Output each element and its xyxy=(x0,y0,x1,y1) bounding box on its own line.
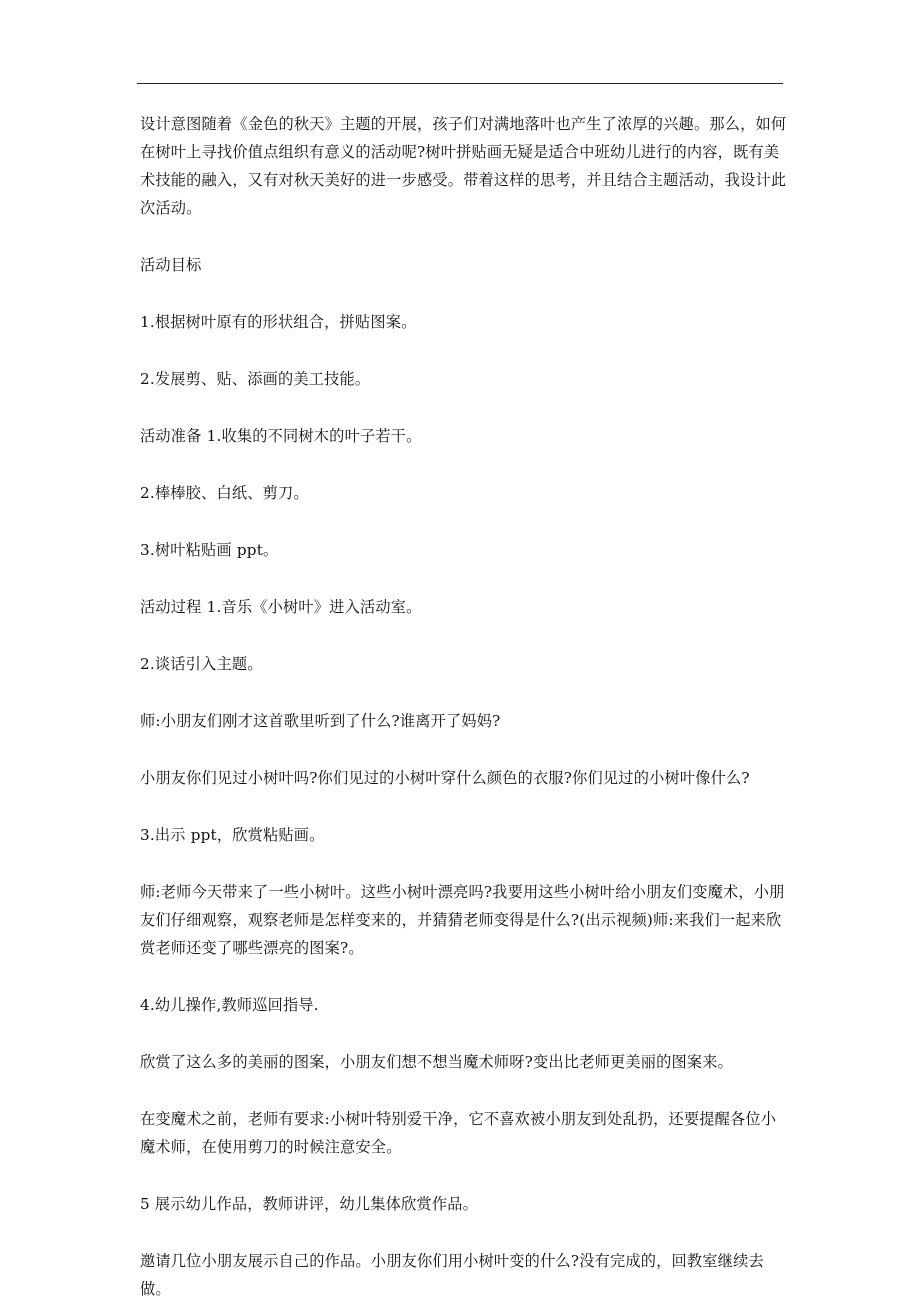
heading-activity-goals: 活动目标 xyxy=(140,256,202,274)
paragraph-process-3: 3.出示 ppt，欣赏粘贴画。 xyxy=(140,826,325,844)
paragraph-teacher-magic: 师:老师今天带来了一些小树叶。这些小树叶漂亮吗?我要用这些小树叶给小朋友们变魔术，小朋友们仔细观察，观察老师是怎样变来的，并猜猜老师变得是什么?(出示视频)师:来我们一起来欣赏老师还变了哪些漂亮的图案?。 xyxy=(140,883,785,957)
paragraph-process-4: 4.幼儿操作,教师巡回指导. xyxy=(140,996,319,1014)
paragraph-preparation-1: 活动准备 1.收集的不同树木的叶子若干。 xyxy=(140,427,422,445)
paragraph-appreciation: 欣赏了这么多的美丽的图案，小朋友们想不想当魔术师呀?变出比老师更美丽的图案来。 xyxy=(140,1053,734,1071)
document-body xyxy=(140,110,788,1303)
paragraph-preparation-2: 2.棒棒胶、白纸、剪刀。 xyxy=(140,484,309,502)
paragraph-process-5: 5 展示幼儿作品，教师讲评，幼儿集体欣赏作品。 xyxy=(140,1195,479,1213)
paragraph-design-intent: 设计意图随着《金色的秋天》主题的开展，孩子们对满地落叶也产生了浓厚的兴趣。那么，如何在树叶上寻找价值点组织有意义的活动呢?树叶拼贴画无疑是适合中班幼儿进行的内容，既有美术技能的融入，又有对秋天美好的进一步感受。带着这样的思考，并且结合主题活动，我设计此次活动。 xyxy=(140,115,787,217)
paragraph-children-question: 小朋友你们见过小树叶吗?你们见过的小树叶穿什么颜色的衣服?你们见过的小树叶像什么? xyxy=(140,769,750,787)
header-rule xyxy=(137,83,783,84)
paragraph-teacher-question: 师:小朋友们刚才这首歌里听到了什么?谁离开了妈妈? xyxy=(140,712,501,730)
paragraph-process-2: 2.谈话引入主题。 xyxy=(140,655,263,673)
paragraph-requirements: 在变魔术之前，老师有要求:小树叶特别爱干净，它不喜欢被小朋友到处乱扔，还要提醒各位小魔术师，在使用剪刀的时候注意安全。 xyxy=(140,1110,777,1156)
paragraph-preparation-3: 3.树叶粘贴画 ppt。 xyxy=(140,541,279,559)
paragraph-goal-2: 2.发展剪、贴、添画的美工技能。 xyxy=(140,370,371,388)
paragraph-process-1: 活动过程 1.音乐《小树叶》进入活动室。 xyxy=(140,598,422,616)
paragraph-invite-children: 邀请几位小朋友展示自己的作品。小朋友你们用小树叶变的什么?没有完成的，回教室继续去做。 xyxy=(140,1252,764,1298)
paragraph-goal-1: 1.根据树叶原有的形状组合，拼贴图案。 xyxy=(140,313,417,331)
